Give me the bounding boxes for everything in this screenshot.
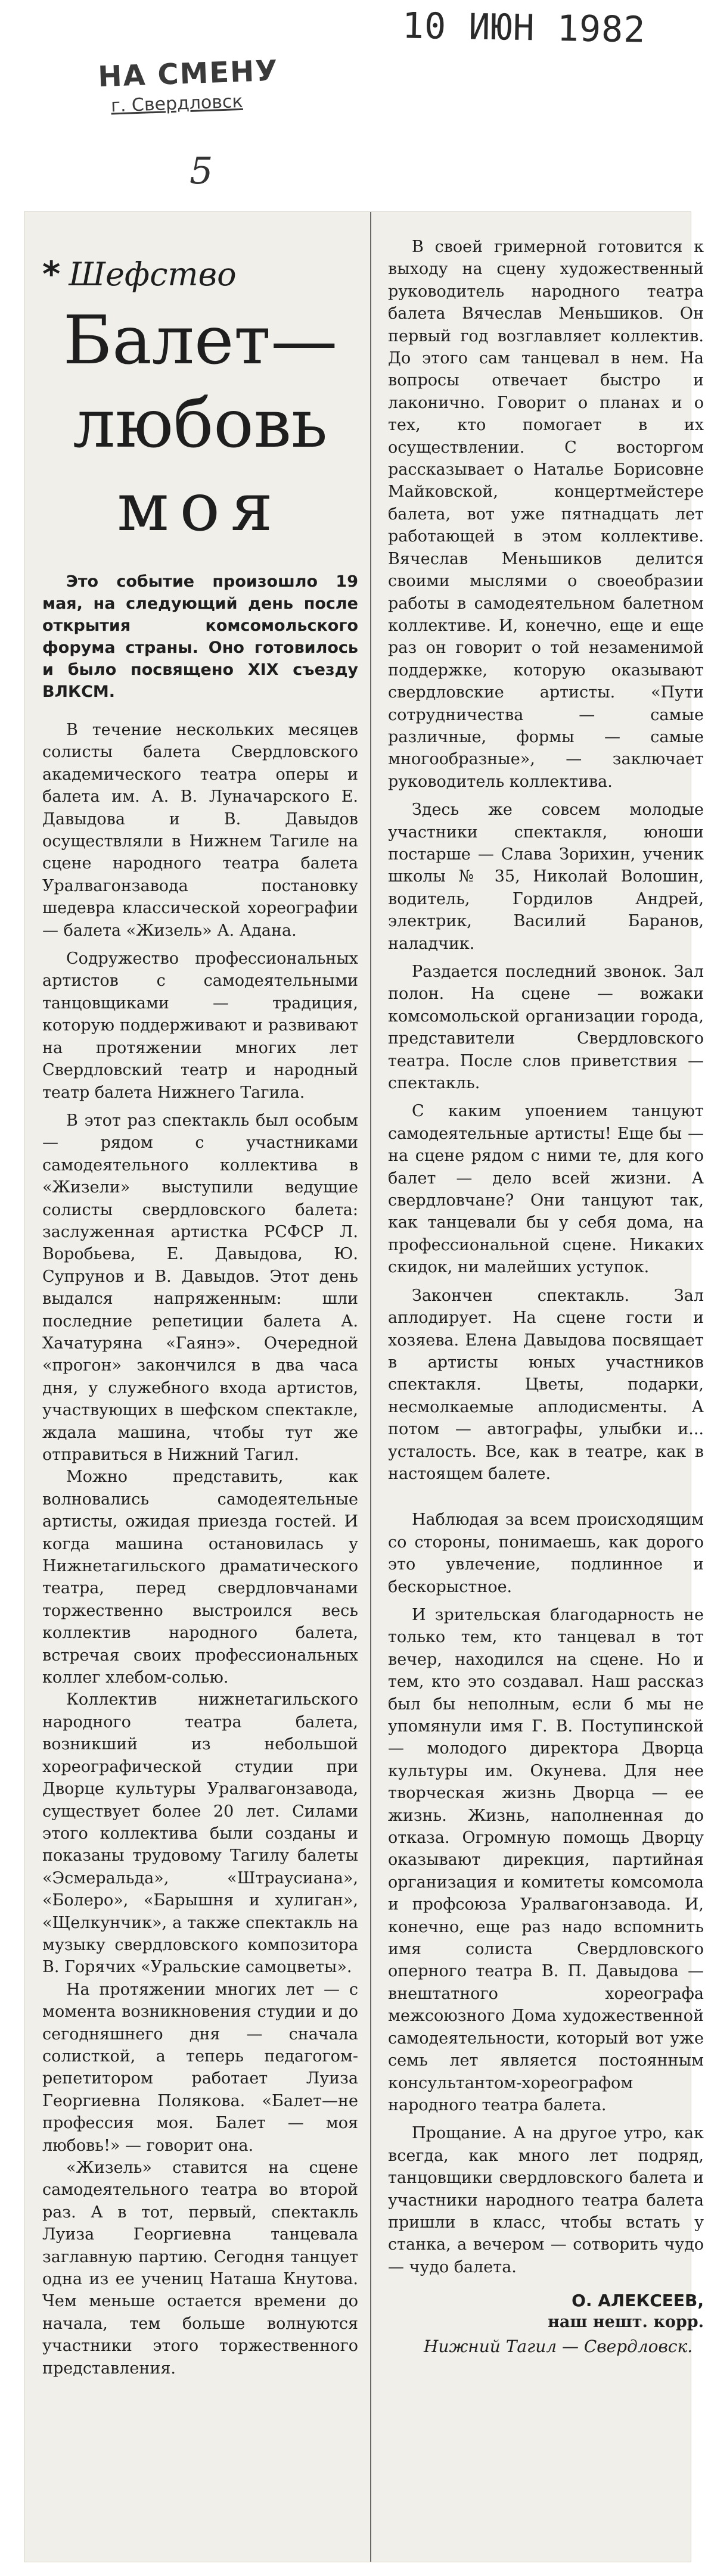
author-role: наш нешт. корр.	[548, 2313, 704, 2332]
newspaper-stamp	[97, 53, 313, 117]
author-name: О. АЛЕКСЕЕВ,	[572, 2291, 704, 2311]
title-line: любовь	[73, 385, 328, 463]
paragraph: И зрительская благодарность не только тем, кто танцевал в тот вечер, находился на сцене. Но и тем, кто это создавал. Наш рассказ был бы неполным, если б мы не упомянули имя Г. В. Поступинской — молодого директора Дворца культуры им. Окунева. Для нее творческая жизнь Дворца — ее жизнь. Жизнь, наполненная до отказа. Огромную помощь Дворцу оказывают дирекция, партийная организация и комитеты комсомола и профсоюза Уралвагонзавода. И, конечно, еще раз надо вспомнить имя солиста Свердловского оперного театра В. П. Давыдова — внештатного хореографа межсоюзного Дома художественной самодеятельности, который вот уже семь лет является постоянным консультантом-хореографом народного театра балета.	[388, 1605, 704, 2114]
article-title	[42, 299, 358, 549]
left-column	[42, 212, 358, 2562]
page-number: 5	[190, 149, 213, 192]
paragraph: Прощание. А на другое утро, как всегда, как много лет подряд, танцовщики свердловского балета и участники народного театра балета пришли в класс, чтобы встать у станка, а вечером — сотворить чудо — чудо балета.	[388, 2124, 704, 2276]
right-column	[388, 212, 704, 2562]
paragraph: Коллектив нижнетагильского народного театра балета, возникший из небольшой хореографической студии при Дворце культуры Уралвагонзавода, существует более 20 лет. Силами этого коллектива были созданы и показаны трудовому Тагилу балеты «Эсмеральда», «Штраусиана», «Болеро», «Барышня и хулиган», «Щелкунчик», а также спектакль на музыку свердловского композитора В. Горячих «Уральские самоцветы».	[42, 1690, 358, 1977]
date-stamp: 10 ИЮН 1982	[402, 5, 646, 51]
paragraph: Здесь же совсем молодые участники спектакля, юноши постарше — Слава Зорихин, ученик школы № 35, Николай Волошин, водитель, Гордилов Андрей, электрик, Василий Баранов, наладчик.	[388, 800, 704, 953]
article-lead: Это событие произошло 19 мая, на следующий день после открытия комсомольского форума страны. Оно готовилось и было посвящено XIX съезду ВЛКСМ.	[42, 572, 358, 701]
paragraph: Содружество профессиональных артистов с самодеятельными танцовщиками — традиция, которую поддерживают и развивают на протяжении многих лет Свердловский театр и народный театр балета Нижнего Тагила.	[42, 949, 358, 1102]
title-line: моя	[117, 469, 284, 546]
rubric-label: Шефство	[69, 255, 237, 293]
paragraph: Раздается последний звонок. Зал полон. На сцене — вожаки комсомольской организации города, представители Свердловского театра. После слов приветствия — спектакль.	[388, 963, 704, 1093]
rubric	[42, 254, 358, 294]
newspaper-city: г. Свердловск	[110, 91, 244, 117]
asterisk-icon: *	[42, 254, 61, 294]
newspaper-name: НА СМЕНУ	[97, 54, 280, 94]
paragraph: В этот раз спектакль был особым — рядом с участниками самодеятельного коллектива в «Жизели» выступили ведущие солисты свердловского балета: заслуженная артистка РСФСР Л. Воробьева, Е. Давыдова, Ю. Супрунов и В. Давыдов. Этот день выдался напряженным: шли последние репетиции балета А. Хачатуряна «Гаянэ». Очередной «прогон» закончился в два часа дня, у служебного входа артистов, участвующих в шефском спектакле, ждала машина, чтобы тут же отправиться в Нижний Тагил.	[42, 1111, 358, 1464]
dateline-place: Нижний Тагил — Свердловск.	[424, 2337, 693, 2357]
column-divider	[370, 212, 371, 2562]
paragraph: Наблюдая за всем происходящим со стороны, понимаешь, как дорого это увлечение, подлинное и бескорыстное.	[388, 1510, 704, 1596]
paragraph: Можно представить, как волновались самодеятельные артисты, ожидая приезда гостей. И когда машина остановилась у Нижнетагильского драматического театра, перед свердловчанами торжественно выстроился весь коллектив народного балета, встречая своих профессиональных коллег хлебом-солью.	[42, 1468, 358, 1687]
paragraph: На протяжении многих лет — с момента возникновения студии и до сегодняшнего дня — сначала солисткой, а теперь педагогом-репетитором работает Луиза Георгиевна Полякова. «Балет—не профессия моя. Балет — моя любовь!» — говорит она.	[42, 1980, 358, 2155]
author-signature	[388, 2290, 704, 2333]
paragraph: Закончен спектакль. Зал аплодирует. На сцене гости и хозяева. Елена Давыдова посвящает в артисты юных участников спектакля. Цветы, подарки, несмолкаемые аплодисменты. А потом — автографы, улыбки и... усталость. Все, как в театре, как в настоящем балете.	[388, 1286, 704, 1483]
paragraph: «Жизель» ставится на сцене самодеятельного театра во второй раз. А в тот, первый, спектакль Луиза Георгиевна танцевала заглавную партию. Сегодня танцует одна из ее учениц Наташа Кнутова. Чем меньше остается времени до начала, тем больше волнуются участники этого торжественного представления.	[42, 2158, 358, 2378]
paragraph: В течение нескольких месяцев солисты балета Свердловского академического театра оперы и балета им. А. В. Луначарского Е. Давыдова и В. Давыдов осуществляли в Нижнем Тагиле на сцене народного театра балета Уралвагонзавода постановку шедевра классической хореографии — балета «Жизель» А. Адана.	[42, 721, 358, 940]
newspaper-clipping	[24, 211, 704, 2562]
paragraph: В своей гримерной готовится к выходу на сцену художественный руководитель народного театра балета Вячеслав Меньшиков. Он первый год возглавляет коллектив. До этого сам танцевал в нем. На вопросы отвечает быстро и лаконично. Говорит о планах и о тех, кто помогает в их осуществлении. С восторгом рассказывает о Наталье Борисовне Майковской, концертмейстере балета, вот уже пятнадцать лет работающей в этом коллективе. Вячеслав Меньшиков делится своими мыслями о своеобразии работы в самодеятельном балетном коллективе. И, конечно, еще и еще раз он говорит о той незаменимой поддержке, которую оказывают свердловские артисты. «Пути сотрудничества — самые различные, формы — самые многообразные», — заключает руководитель коллектива.	[388, 238, 704, 791]
paragraph: С каким упоением танцуют самодеятельные артисты! Еще бы — на сцене рядом с ними те, для кого балет — дело всей жизни. А свердловчане? Они танцуют так, как танцевали бы у себя дома, на профессиональной сцене. Никаких скидок, ни малейших уступок.	[388, 1102, 704, 1277]
title-line: Балет—	[63, 302, 338, 379]
